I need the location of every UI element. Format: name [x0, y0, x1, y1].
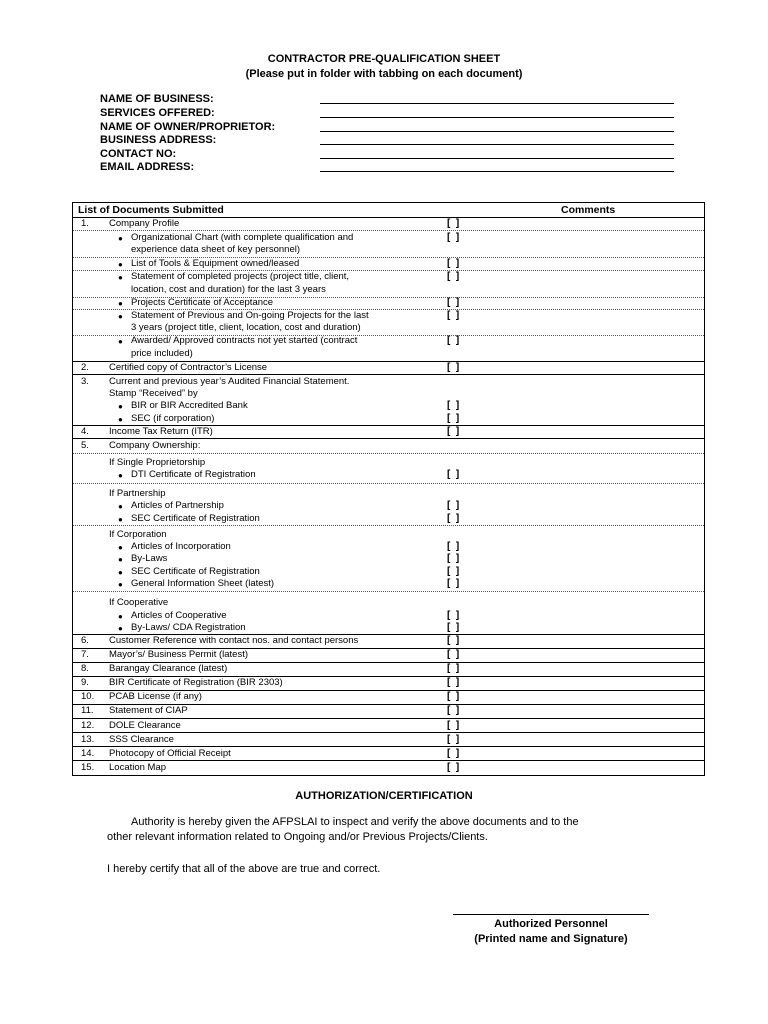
item-number: 7. — [81, 649, 89, 660]
row-divider — [73, 718, 704, 719]
authorization-paragraph-line2: other relevant information related to Ongoing and/or Previous Projects/Clients. — [107, 831, 488, 843]
document-item-label: 3 years (project title, client, location, cost and duration) — [131, 322, 361, 333]
item-number: 13. — [81, 734, 95, 745]
comments-column-header: Comments — [561, 204, 616, 216]
table-header — [73, 203, 704, 218]
document-subtitle: (Please put in folder with tabbing on each document) — [245, 68, 523, 80]
bullet-icon: ● — [118, 471, 123, 480]
documents-column-header: List of Documents Submitted — [78, 204, 224, 216]
item-number: 9. — [81, 677, 89, 688]
certification-statement: I hereby certify that all of the above are true and correct. — [107, 863, 381, 875]
document-item-label: Statement of Previous and On-going Projects for the last — [131, 310, 369, 321]
document-item-label: Barangay Clearance (latest) — [109, 663, 228, 674]
document-item-label: BIR or BIR Accredited Bank — [131, 400, 248, 411]
bullet-icon: ● — [118, 312, 123, 321]
bullet-icon: ● — [118, 515, 123, 524]
item-number: 12. — [81, 720, 95, 731]
item-number: 11. — [81, 705, 94, 716]
services-offered-label: SERVICES OFFERED: — [100, 107, 215, 119]
document-item-label: Awarded/ Approved contracts not yet started (contract — [131, 335, 358, 346]
authorization-paragraph-line1: Authority is hereby given the AFPSLAI to inspect and verify the above documents and to the — [131, 816, 579, 828]
submission-checkbox[interactable]: [ ] — [447, 635, 460, 646]
row-divider — [73, 591, 704, 592]
business-address-label: BUSINESS ADDRESS: — [100, 134, 217, 146]
row-divider — [73, 746, 704, 747]
document-item-label: General Information Sheet (latest) — [131, 578, 275, 589]
document-item-label: Projects Certificate of Acceptance — [131, 297, 274, 308]
document-item-label: Articles of Cooperative — [131, 610, 227, 621]
submission-checkbox[interactable]: [ ] — [447, 297, 460, 308]
document-item-label: SEC Certificate of Registration — [131, 566, 260, 577]
document-item-label: List of Tools & Equipment owned/leased — [131, 258, 300, 269]
submission-checkbox[interactable]: [ ] — [447, 691, 460, 702]
document-item-label: Articles of Incorporation — [131, 541, 231, 552]
submission-checkbox[interactable]: [ ] — [447, 362, 460, 373]
document-item-label: Location Map — [109, 762, 167, 773]
authorized-personnel-label: Authorized Personnel — [494, 918, 608, 930]
contact-no-field[interactable] — [320, 158, 674, 159]
row-divider — [73, 483, 704, 484]
business-address-field[interactable] — [320, 144, 674, 145]
document-item-label: DTI Certificate of Registration — [131, 469, 256, 480]
submission-checkbox[interactable]: [ ] — [447, 271, 460, 282]
item-number: 2. — [81, 362, 89, 373]
submission-checkbox[interactable]: [ ] — [447, 500, 460, 511]
bullet-icon: ● — [118, 612, 123, 621]
bullet-icon: ● — [118, 555, 123, 564]
submission-checkbox[interactable]: [ ] — [447, 541, 460, 552]
bullet-icon: ● — [118, 415, 123, 424]
submission-checkbox[interactable]: [ ] — [447, 748, 460, 759]
document-item-label: Stamp “Received” by — [109, 388, 198, 399]
bullet-icon: ● — [118, 580, 123, 589]
document-item-label: If Corporation — [109, 529, 167, 540]
submission-checkbox[interactable]: [ ] — [447, 258, 460, 269]
submission-checkbox[interactable]: [ ] — [447, 218, 460, 229]
submission-checkbox[interactable]: [ ] — [447, 310, 460, 321]
submission-checkbox[interactable]: [ ] — [447, 232, 460, 243]
services-offered-field[interactable] — [320, 117, 674, 118]
document-item-label: DOLE Clearance — [109, 720, 181, 731]
item-number: 10. — [81, 691, 95, 702]
submission-checkbox[interactable]: [ ] — [447, 649, 460, 660]
bullet-icon: ● — [118, 234, 123, 243]
item-number: 3. — [81, 376, 89, 387]
bullet-icon: ● — [118, 624, 123, 633]
document-item-label: price included) — [131, 348, 193, 359]
document-item-label: Articles of Partnership — [131, 500, 224, 511]
document-item-label: Mayor’s/ Business Permit (latest) — [109, 649, 249, 660]
business-name-label: NAME OF BUSINESS: — [100, 93, 214, 105]
submission-checkbox[interactable]: [ ] — [447, 610, 460, 621]
submission-checkbox[interactable]: [ ] — [447, 762, 460, 773]
document-item-label: PCAB License (if any) — [109, 691, 202, 702]
document-item-label: Customer Reference with contact nos. and contact persons — [109, 635, 359, 646]
bullet-icon: ● — [118, 502, 123, 511]
contact-no-label: CONTACT NO: — [100, 148, 177, 160]
document-item-label: If Partnership — [109, 488, 166, 499]
bullet-icon: ● — [118, 568, 123, 577]
document-item-label: SEC (if corporation) — [131, 413, 215, 424]
bullet-icon: ● — [118, 260, 123, 269]
document-item-label: Statement of completed projects (project title, client, — [131, 271, 350, 282]
email-address-label: EMAIL ADDRESS: — [100, 161, 195, 173]
document-item-label: SSS Clearance — [109, 734, 174, 745]
document-item-label: By-Laws/ CDA Registration — [131, 622, 246, 633]
row-divider — [73, 760, 704, 761]
submission-checkbox[interactable]: [ ] — [447, 677, 460, 688]
submission-checkbox[interactable]: [ ] — [447, 663, 460, 674]
signature-line[interactable] — [453, 914, 649, 915]
submission-checkbox[interactable]: [ ] — [447, 335, 460, 346]
submission-checkbox[interactable]: [ ] — [447, 734, 460, 745]
document-item-label: If Cooperative — [109, 597, 169, 608]
row-divider — [73, 732, 704, 733]
owner-name-field[interactable] — [320, 131, 674, 132]
business-name-field[interactable] — [320, 103, 674, 104]
submission-checkbox[interactable]: [ ] — [447, 426, 460, 437]
submission-checkbox[interactable]: [ ] — [447, 566, 460, 577]
submission-checkbox[interactable]: [ ] — [447, 720, 460, 731]
row-divider — [73, 438, 704, 439]
document-item-label: Photocopy of Official Receipt — [109, 748, 231, 759]
document-title: CONTRACTOR PRE-QUALIFICATION SHEET — [267, 53, 501, 65]
documents-table — [72, 202, 705, 776]
document-item-label: Company Ownership: — [109, 440, 201, 451]
document-item-label: If Single Proprietorship — [109, 457, 206, 468]
row-divider — [73, 453, 704, 454]
item-number: 14. — [81, 748, 95, 759]
item-number: 4. — [81, 426, 89, 437]
email-address-field[interactable] — [320, 171, 674, 172]
document-item-label: location, cost and duration) for the last 3 years — [131, 284, 326, 295]
document-item-label: SEC Certificate of Registration — [131, 513, 260, 524]
document-item-label: Certified copy of Contractor’s License — [109, 362, 268, 373]
submission-checkbox[interactable]: [ ] — [447, 513, 460, 524]
submission-checkbox[interactable]: [ ] — [447, 400, 460, 411]
document-item-label: experience data sheet of key personnel) — [131, 244, 300, 255]
item-number: 5. — [81, 440, 89, 451]
owner-name-label: NAME OF OWNER/PROPRIETOR: — [100, 121, 276, 133]
document-item-label: Income Tax Return (ITR) — [109, 426, 213, 437]
document-item-label: By-Laws — [131, 553, 168, 564]
bullet-icon: ● — [118, 543, 123, 552]
submission-checkbox[interactable]: [ ] — [447, 553, 460, 564]
document-item-label: Current and previous year’s Audited Financial Statement. — [109, 376, 350, 387]
row-divider — [73, 230, 704, 231]
bullet-icon: ● — [118, 273, 123, 282]
printed-name-signature-label: (Printed name and Signature) — [474, 933, 628, 945]
submission-checkbox[interactable]: [ ] — [447, 705, 460, 716]
bullet-icon: ● — [118, 299, 123, 308]
submission-checkbox[interactable]: [ ] — [447, 413, 460, 424]
item-number: 1. — [81, 218, 89, 229]
item-number: 8. — [81, 663, 89, 674]
submission-checkbox[interactable]: [ ] — [447, 469, 460, 480]
document-item-label: BIR Certificate of Registration (BIR 2303) — [109, 677, 283, 688]
item-number: 15. — [81, 762, 95, 773]
row-divider — [73, 525, 704, 526]
authorization-title: AUTHORIZATION/CERTIFICATION — [295, 790, 473, 802]
item-number: 6. — [81, 635, 89, 646]
submission-checkbox[interactable]: [ ] — [447, 622, 460, 633]
bullet-icon: ● — [118, 402, 123, 411]
row-divider — [73, 374, 704, 375]
document-item-label: Company Profile — [109, 218, 180, 229]
document-item-label: Statement of CIAP — [109, 705, 188, 716]
document-item-label: Organizational Chart (with complete qualification and — [131, 232, 354, 243]
bullet-icon: ● — [118, 337, 123, 346]
submission-checkbox[interactable]: [ ] — [447, 578, 460, 589]
